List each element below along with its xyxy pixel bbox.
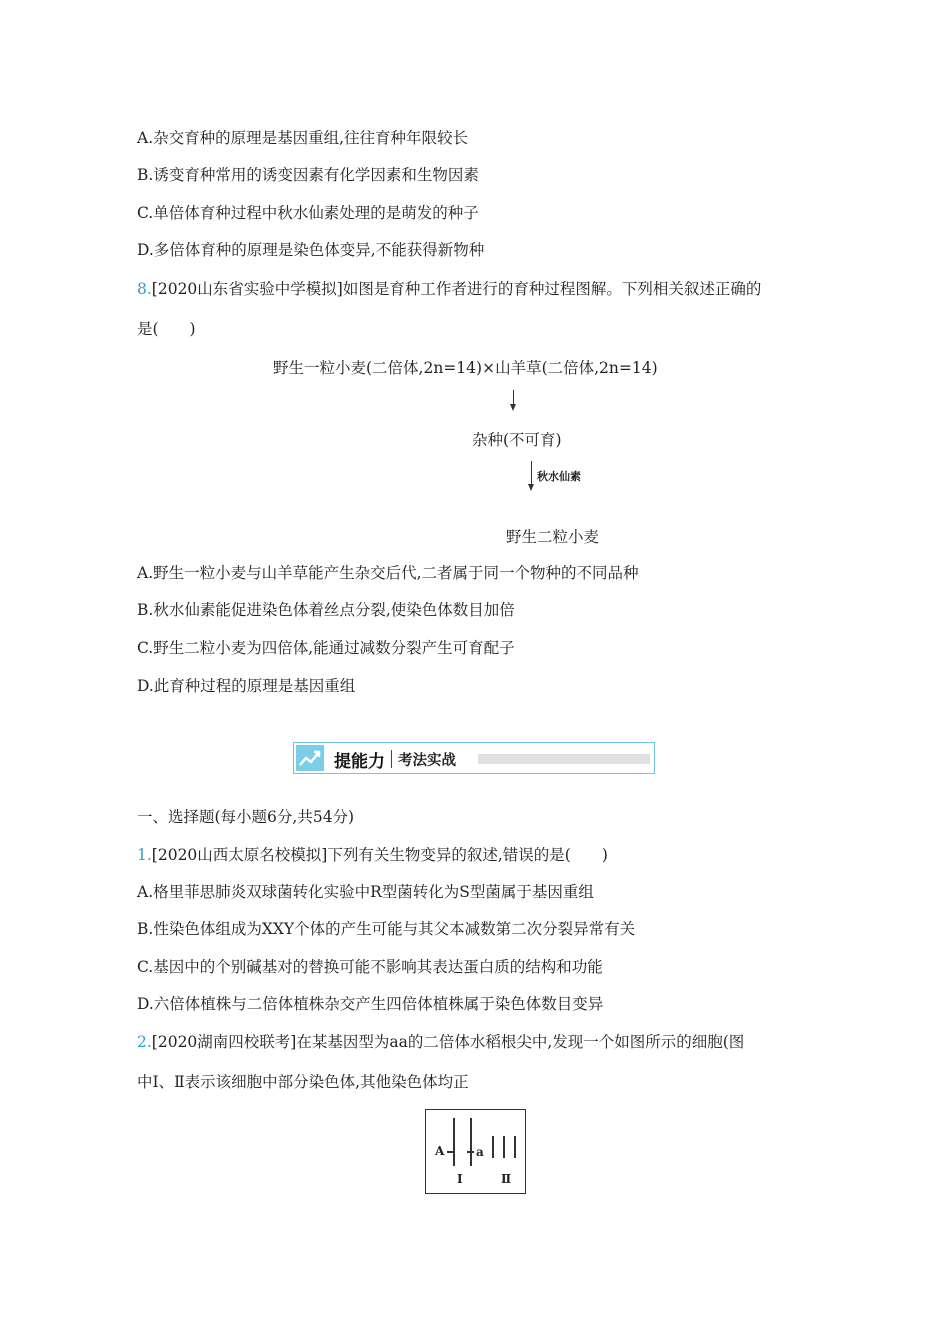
locus-mark-a (467, 1151, 474, 1153)
q8-option-b: B.秋水仙素能促进染色体着丝点分裂,使染色体数目加倍 (137, 601, 515, 619)
q8-option-a: A.野生一粒小麦与山羊草能产生杂交后代,二者属于同一个物种的不同品种 (137, 564, 639, 582)
q1-option-b: B.性染色体组成为XXY个体的产生可能与其父本减数第二次分裂异常有关 (137, 920, 636, 938)
q7-option-c: C.单倍体育种过程中秋水仙素处理的是萌发的种子 (137, 204, 479, 222)
diagram-arrow-1 (513, 390, 514, 409)
banner-divider (391, 750, 392, 768)
chromosome-I-left (453, 1118, 455, 1166)
chart-trend-icon (296, 745, 324, 771)
q1-option-d: D.六倍体植株与二倍体植株杂交产生四倍体植株属于染色体数目变异 (137, 995, 604, 1013)
chromosome-II-2 (503, 1136, 505, 1158)
chromosome-II-3 (514, 1136, 516, 1158)
chromosome-II-1 (492, 1136, 494, 1158)
q1-stem (137, 844, 608, 866)
q7-option-b: B.诱变育种常用的诱变因素有化学因素和生物因素 (137, 166, 479, 184)
q1-number: 1. (137, 846, 152, 864)
allele-label-a: a (476, 1145, 484, 1159)
q2-stem-text: [2020湖南四校联考]在某基因型为aa的二倍体水稻根尖中,发现一个如图所示的细胞(图 (151, 1033, 745, 1051)
q2-number: 2. (137, 1033, 152, 1051)
q8-stem-text: [2020山东省实验中学模拟]如图是育种工作者进行的育种过程图解。下列相关叙述正确的 (151, 280, 762, 298)
q2-stem-line2: 中Ⅰ、Ⅱ表示该细胞中部分染色体,其他染色体均正 (137, 1073, 469, 1091)
diagram-result: 野生二粒小麦 (506, 528, 600, 546)
section-banner (293, 742, 655, 774)
diagram-hybrid: 杂种(不可育) (472, 431, 562, 449)
q7-option-d: D.多倍体育种的原理是染色体变异,不能获得新物种 (137, 241, 485, 259)
q1-option-c: C.基因中的个别碱基对的替换可能不影响其表达蛋白质的结构和功能 (137, 958, 603, 976)
q8-option-d: D.此育种过程的原理是基因重组 (137, 677, 356, 695)
label-I: Ⅰ (457, 1172, 463, 1186)
chromosome-figure (425, 1109, 526, 1194)
diagram-arrow-2 (531, 461, 532, 489)
diagram-colchicine-label: 秋水仙素 (537, 470, 581, 483)
chromosome-I-right (470, 1118, 472, 1166)
banner-title: 提能力 (334, 752, 385, 772)
q8-stem-line2: 是( ) (137, 320, 196, 338)
banner-decor-bar (478, 754, 650, 764)
q2-stem-line1 (137, 1031, 744, 1053)
locus-mark-A (447, 1151, 454, 1153)
q8-stem-line1 (137, 278, 761, 300)
q1-option-a: A.格里菲思肺炎双球菌转化实验中R型菌转化为S型菌属于基因重组 (137, 883, 594, 901)
allele-label-A: A (435, 1144, 445, 1158)
diagram-cross-parents: 野生一粒小麦(二倍体,2n=14)×山羊草(二倍体,2n=14) (273, 359, 658, 377)
q8-number: 8. (137, 280, 152, 298)
section-title: 一、选择题(每小题6分,共54分) (137, 808, 355, 826)
q8-option-c: C.野生二粒小麦为四倍体,能通过减数分裂产生可育配子 (137, 639, 515, 657)
banner-subtitle: 考法实战 (398, 753, 456, 769)
q1-stem-text: [2020山西太原名校模拟]下列有关生物变异的叙述,错误的是( ) (151, 846, 608, 864)
label-II: Ⅱ (501, 1172, 512, 1186)
q7-option-a: A.杂交育种的原理是基因重组,往往育种年限较长 (137, 129, 469, 147)
